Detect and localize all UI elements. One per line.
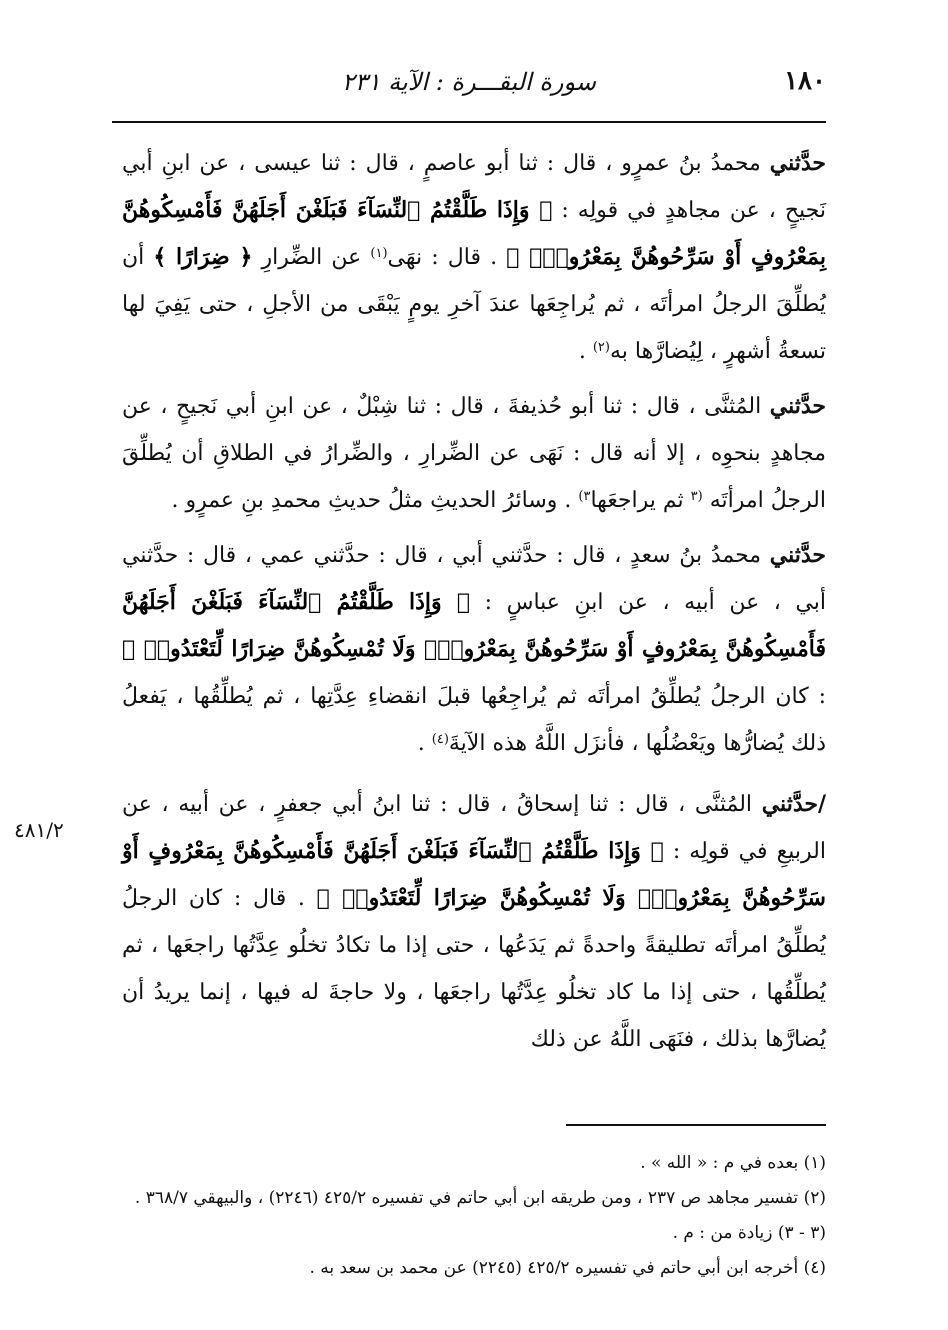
footnote-rule xyxy=(566,1124,826,1126)
paragraph-text: عن الضِّرارِ xyxy=(252,245,371,270)
footnote-3: (٣ - ٣) زيادة من : م . xyxy=(672,1223,826,1243)
footnote-4: (٤) أخرجه ابن أبي حاتم في تفسيره ٤٢٥/٢ (٢٢٤٥) عن محمد بن سعد به . xyxy=(309,1258,826,1278)
header-rule xyxy=(112,121,826,123)
paragraph-text: . قال : كان الرجلُ يُطلِّقُ امرأتَه تطليقةً واحدةً ثم يَدَعُها ، حتى إذا ما تكادُ تخلُو عِدَّتُها راجعَها ، ثم يُطلِّقُها ، حتى إذا ما كاد تخلُو عِدَّتُها راجعَها ، ولا حاجةَ له فيها ، إنما يريدُ أن يُضارَّها بذلك ، فنَهَى اللَّهُ عن ذلك xyxy=(122,886,826,1052)
main-text xyxy=(122,140,826,1071)
paragraph-lead: حدَّثني xyxy=(769,393,826,419)
paragraph-text: محمدُ بنُ عمرٍو ، قال : ثنا أبو عاصمٍ ، قال : ثنا عيسى ، عن ابنِ أبي نَجيحٍ ، عن مجاهدٍ في قولِه : xyxy=(122,151,826,223)
paragraph-3 xyxy=(122,532,826,767)
paragraph-1 xyxy=(122,140,826,375)
paragraph-text: المُثنَّى ، قال : ثنا أبو حُذيفةَ ، قال : ثنا شِبْلٌ ، عن ابنِ أبي نَجيحٍ ، عن مجاهدٍ بنحوِه ، إلا أنه قال : نَهَى عن الضِّرارِ ، والضِّرارُ في الطلاقِ أن يُطلِّقَ الرجلُ امرأتَه xyxy=(122,394,826,513)
footnote-marker: (٣ xyxy=(690,489,703,504)
paragraph-text: أن يُطلِّقَ الرجلُ امرأتَه ، ثم يُراجِعَها عندَ آخرِ يومٍ يَبْقَى من الأجلِ ، حتى يَفِيَ لها تسعةُ أشهرٍ ، لِيُضارَّها به xyxy=(122,245,826,364)
paragraph-text: : كان الرجلُ يُطلِّقُ امرأتَه ثم يُراجِعُها قبلَ انقضاءِ عِدَّتِها ، ثم يُطلِّقُها ، يَفعلُ ذلك يُضارُّها ويَعْضُلُها ، فأنزَل اللَّهُ هذه الآيةَ xyxy=(122,684,826,756)
paragraph-4 xyxy=(122,781,826,1063)
paragraph-text: . قال : نهَى xyxy=(387,245,507,270)
paragraph-text: محمدُ بنُ سعدٍ ، قال : حدَّثني أبي ، قال : حدَّثني عمي ، قال : حدَّثني أبي ، عن أبيه ، عن ابنِ عباسٍ : xyxy=(122,543,826,615)
paragraph-lead: /حدَّثني xyxy=(761,791,826,817)
quran-quote: ﴿ وَإِذَا طَلَّقْتُمُ ٱلنِّسَآءَ فَبَلَغْنَ أَجَلَهُنَّ فَأَمْسِكُوهُنَّ بِمَعْرُوفٍ أَوْ سَرِّحُوهُنَّ بِمَعْرُوفٍۚ وَلَا تُمْسِكُوهُنَّ ضِرَارًا لِّتَعْتَدُوا۟ ﴾ xyxy=(122,589,826,662)
paragraph-text: المُثنَّى ، قال : ثنا إسحاقُ ، قال : ثنا ابنُ أبي جعفرٍ ، عن أبيه ، عن الربيعِ في قولِه : xyxy=(122,792,826,864)
footnote-2: (٢) تفسير مجاهد ص ٢٣٧ ، ومن طريقه ابن أبي حاتم في تفسيره ٤٢٥/٢ (٢٢٤٦) ، والبيهقي ٣٦٨/٧ . xyxy=(134,1188,826,1208)
footnote-marker: (١) xyxy=(370,246,388,261)
footnote-1: (١) بعده في م : « الله » . xyxy=(640,1153,826,1173)
paragraph-text: ثم يراجعَها xyxy=(590,488,691,513)
paragraph-2 xyxy=(122,383,826,524)
paragraph-text: . وسائرُ الحديثِ مثلُ حديثِ محمدِ بنِ عمرٍو . xyxy=(171,488,579,513)
paragraph-text: . xyxy=(578,339,593,364)
running-title: سورة البقـــرة : الآية ٢٣١ xyxy=(341,68,596,96)
quran-quote: ﴿ وَإِذَا طَلَّقْتُمُ ٱلنِّسَآءَ فَبَلَغْنَ أَجَلَهُنَّ فَأَمْسِكُوهُنَّ بِمَعْرُوفٍ أَوْ سَرِّحُوهُنَّ بِمَعْرُوفٍۚ ﴾ xyxy=(122,197,826,270)
page-number: ١٨٠ xyxy=(784,66,826,96)
quran-quote: ﴿ ضِرَارًا ﴾ xyxy=(153,244,253,270)
quran-quote: ﴿ وَإِذَا طَلَّقْتُمُ ٱلنِّسَآءَ فَبَلَغْنَ أَجَلَهُنَّ فَأَمْسِكُوهُنَّ بِمَعْرُوفٍ أَوْ سَرِّحُوهُنَّ بِمَعْرُوفٍۚ وَلَا تُمْسِكُوهُنَّ ضِرَارًا لِّتَعْتَدُوا۟ ﴾ xyxy=(122,838,826,911)
footnotes xyxy=(86,1146,826,1286)
paragraph-text: . xyxy=(417,731,432,756)
page-header xyxy=(112,62,826,110)
footnote-marker: (٤) xyxy=(431,732,449,747)
paragraph-lead: حدَّثني xyxy=(769,150,826,176)
footnote-marker: (٢) xyxy=(592,340,610,355)
footnote-marker: ٣) xyxy=(578,489,591,504)
paragraph-lead: حدَّثني xyxy=(769,542,826,568)
margin-reference: ٤٨١/٢ xyxy=(14,818,64,842)
